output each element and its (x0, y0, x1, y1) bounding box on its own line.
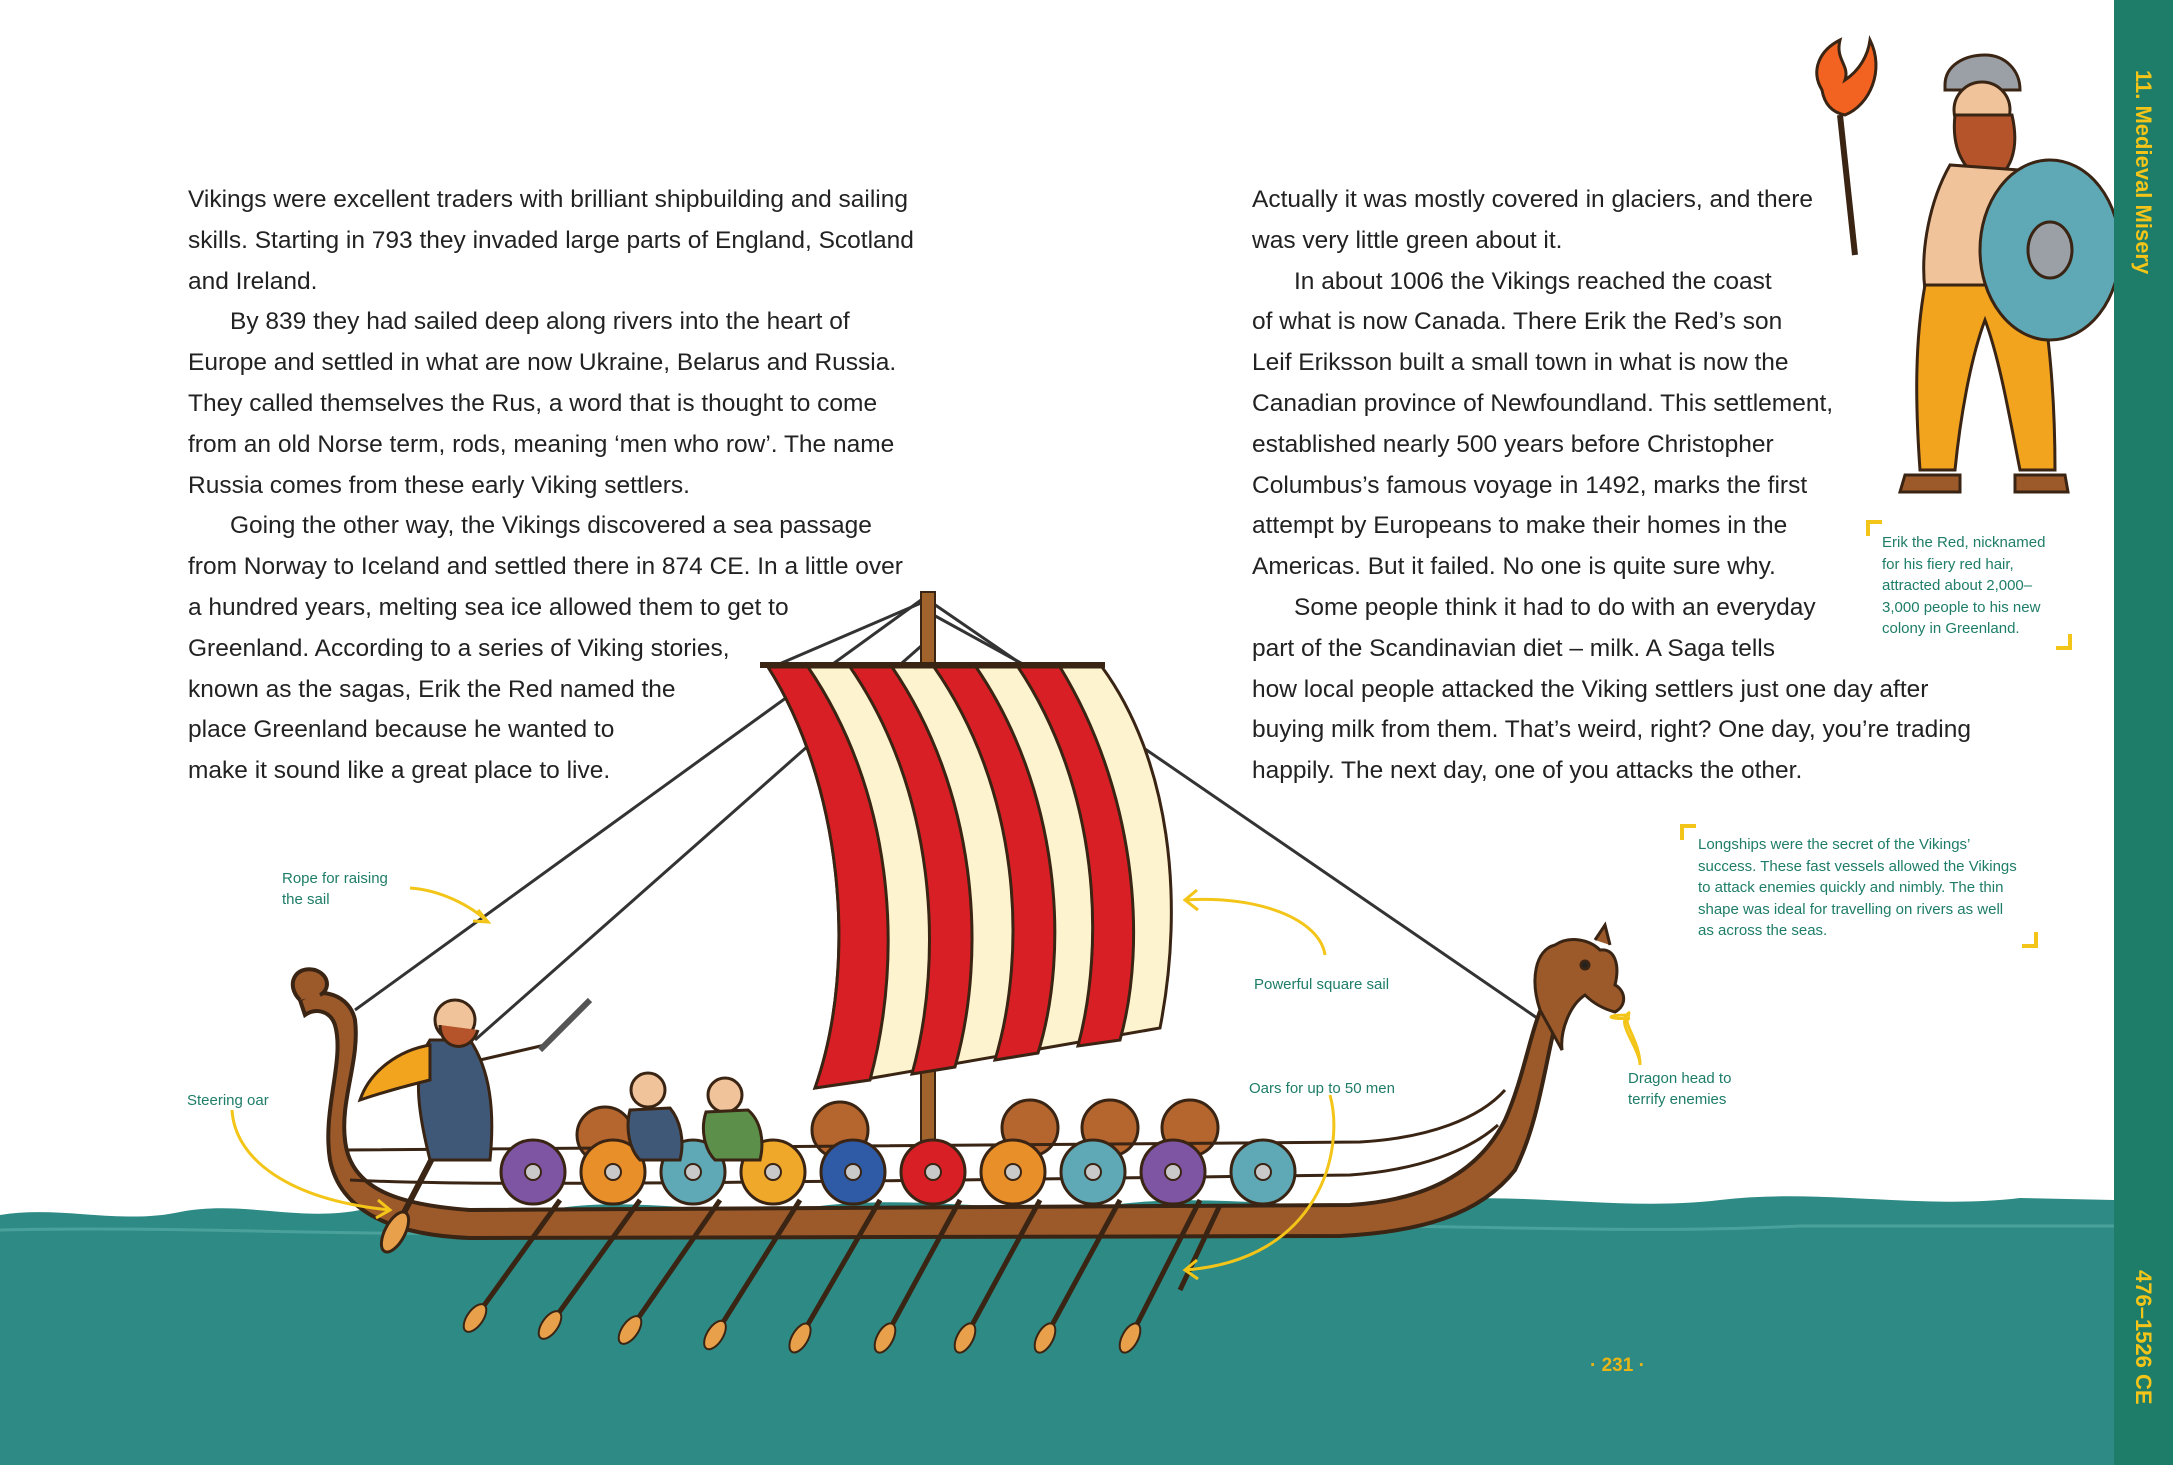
chapter-era: 476–1526 CE (2131, 1270, 2156, 1405)
text-line: place Greenland because he wanted to (188, 716, 615, 744)
text-line: Columbus’s famous voyage in 1492, marks the first (1252, 471, 1808, 499)
text-line: Europe and settled in what are now Ukraine, Belarus and Russia. (188, 349, 897, 377)
caption-bracket-close (2022, 932, 2038, 948)
label-steering-oar: Steering oar (187, 1092, 269, 1109)
text-line: part of the Scandinavian diet – milk. A Saga tells (1252, 634, 1775, 662)
text-line: Russia comes from these early Viking settlers. (188, 471, 690, 499)
text-line: make it sound like a great place to live. (188, 757, 611, 785)
longships-caption: Longships were the secret of the Vikings’ success. These fast vessels allowed the Vikings to attack enemies quickly and nimbly. The thin shape was ideal for travelling on rivers as well as across the seas. (1698, 836, 2017, 939)
text-line: In about 1006 the Vikings reached the coast (1294, 267, 1772, 295)
text-line: happily. The next day, one of you attacks the other. (1252, 757, 1803, 785)
text-line: Going the other way, the Vikings discovered a sea passage (230, 512, 872, 540)
page-number: · 231 · (1590, 1355, 1645, 1376)
label-rope: Rope for raising the sail (282, 870, 388, 908)
text-line: and Ireland. (188, 267, 318, 295)
text-line: Leif Eriksson built a small town in what is now the (1252, 349, 1789, 377)
text-line: a hundred years, melting sea ice allowed them to get to (188, 593, 789, 621)
label-oars: Oars for up to 50 men (1249, 1080, 1395, 1097)
text-line: how local people attacked the Viking settlers just one day after (1252, 675, 1929, 703)
text-line: was very little green about it. (1252, 226, 1563, 254)
text-line: By 839 they had sailed deep along rivers into the heart of (230, 308, 850, 336)
left-column (188, 180, 948, 792)
caption-bracket-close (2056, 634, 2072, 650)
text-line: Canadian province of Newfoundland. This settlement, (1252, 389, 1834, 417)
text-line: skills. Starting in 793 they invaded large parts of England, Scotland (188, 226, 914, 254)
text-line: Actually it was mostly covered in glaciers, and there (1252, 186, 1814, 213)
caption-bracket-open (1680, 824, 1696, 840)
text-line: known as the sagas, Erik the Red named the (188, 675, 676, 703)
text-line: Some people think it had to do with an everyday (1294, 593, 1816, 621)
caption-bracket-open (1866, 520, 1882, 536)
text-line: Greenland. According to a series of Viking stories, (188, 634, 730, 662)
text-line: established nearly 500 years before Christopher (1252, 430, 1774, 458)
text-line: buying milk from them. That’s weird, right? One day, you’re trading (1252, 716, 1971, 744)
text-line: of what is now Canada. There Erik the Red’s son (1252, 308, 1783, 336)
text-line: They called themselves the Rus, a word that is thought to come (188, 389, 878, 417)
chapter-title: 11. Medieval Misery (2131, 70, 2156, 275)
label-dragon-head: Dragon head to terrify enemies (1628, 1070, 1732, 1108)
label-sail: Powerful square sail (1254, 976, 1390, 993)
text-line: Vikings were excellent traders with brilliant shipbuilding and sailing (188, 186, 908, 213)
text-line: attempt by Europeans to make their homes in the (1252, 512, 1788, 540)
text-line: Americas. But it failed. No one is quite sure why. (1252, 553, 1776, 581)
text-line: from an old Norse term, rods, meaning ‘men who row’. The name (188, 430, 895, 458)
erik-caption: Erik the Red, nicknamed for his fiery red hair, attracted about 2,000– 3,000 people to his new colony in Greenland. (1882, 534, 2046, 637)
right-column (1252, 180, 2012, 792)
text-line: from Norway to Iceland and settled there in 874 CE. In a little over (188, 553, 903, 581)
